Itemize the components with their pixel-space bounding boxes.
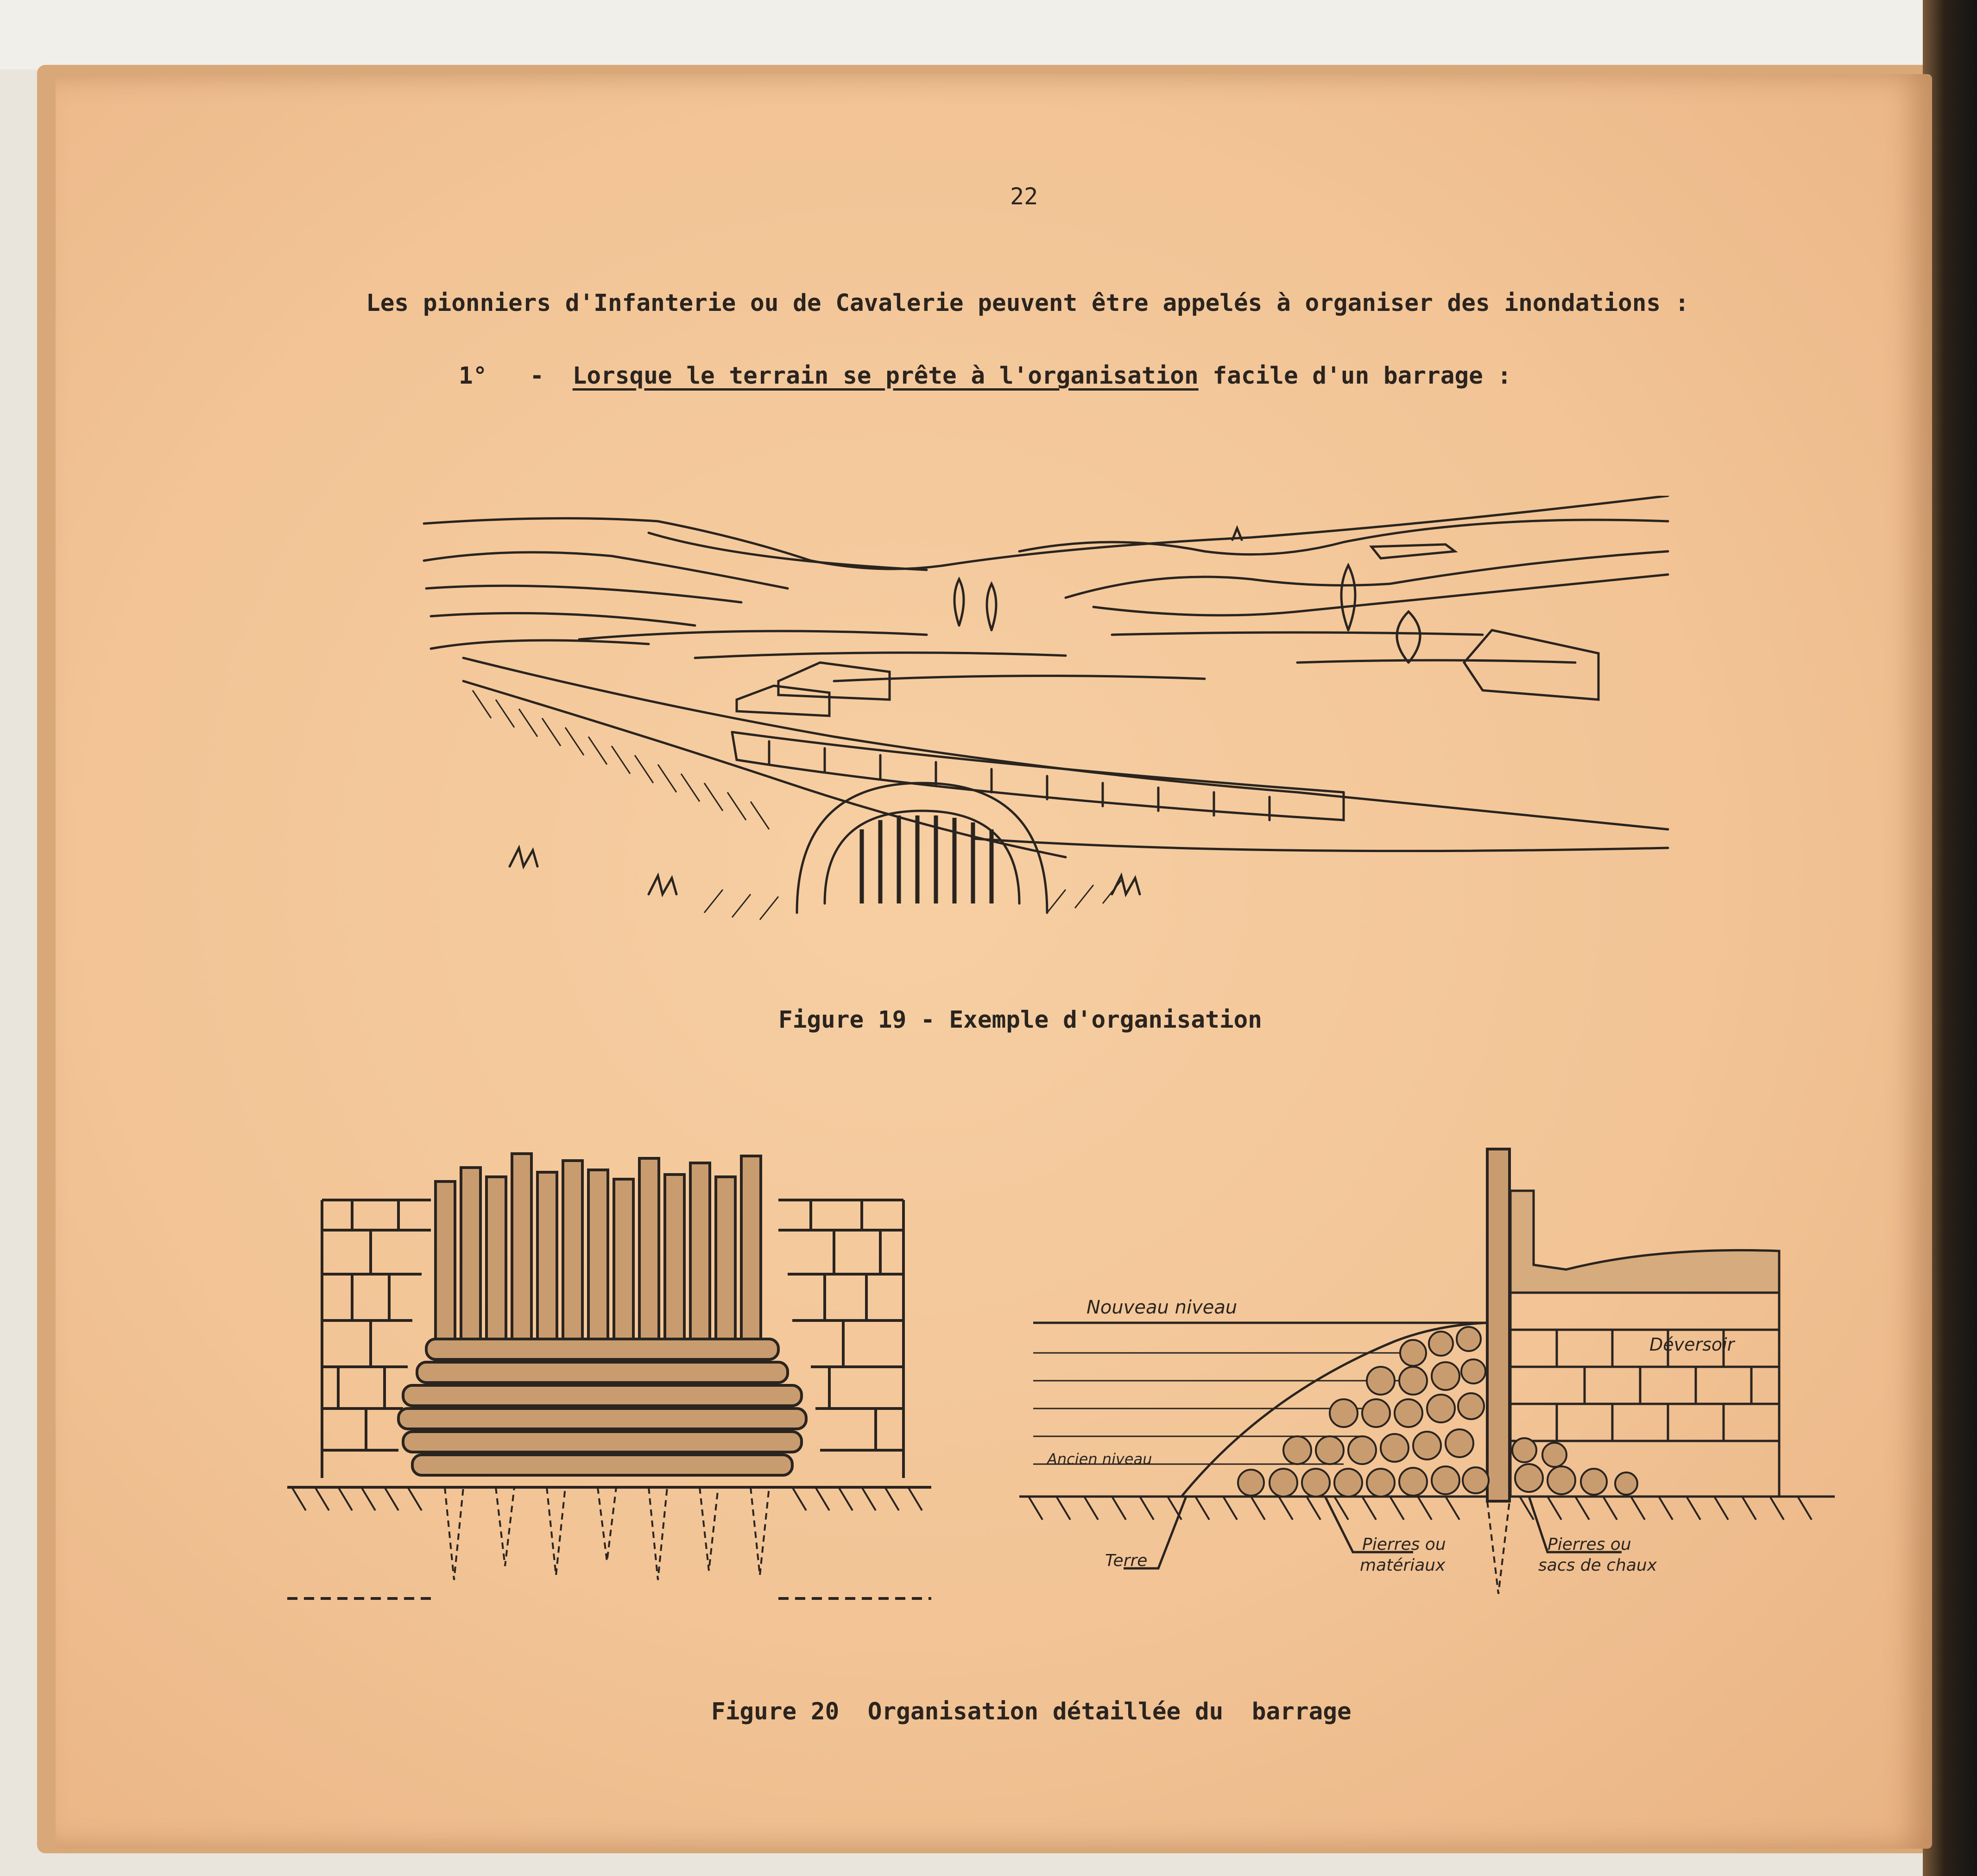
- label-deversoir: Déversoir: [1649, 1334, 1735, 1355]
- label-pierres-materiaux-1: Pierres ou: [1362, 1535, 1446, 1554]
- label-pierres-materiaux-2: matériaux: [1360, 1556, 1446, 1575]
- list-item-marker: 1°: [459, 362, 487, 390]
- label-terre: Terre: [1105, 1551, 1148, 1570]
- figure-20-caption: Figure 20 Organisation détaillée du barrage: [711, 1698, 1352, 1725]
- list-item-underlined-text: Lorsque le terrain se prête à l'organisation: [572, 362, 1199, 390]
- scan-background: [0, 0, 1977, 69]
- list-item-rest-text: facile d'un barrage :: [1213, 362, 1512, 390]
- label-nouveau-niveau: Nouveau niveau: [1086, 1297, 1238, 1318]
- intro-paragraph: Les pionniers d'Infanterie ou de Cavalerie peuvent être appelés à organiser des inondations :: [366, 290, 1689, 317]
- label-pierres-chaux-2: sacs de chaux: [1538, 1556, 1657, 1575]
- figure-20-cross-section: [1010, 1135, 1844, 1608]
- figure-19-illustration: [417, 496, 1696, 950]
- figure-20-pile-barrage: [278, 1135, 950, 1622]
- label-ancien-niveau: Ancien niveau: [1047, 1450, 1152, 1468]
- list-item-dash: -: [530, 362, 544, 390]
- label-pierres-chaux-1: Pierres ou: [1547, 1535, 1631, 1554]
- page-number: 22: [1010, 183, 1038, 210]
- list-item-1: [459, 362, 1511, 390]
- figure-19-caption: Figure 19 - Exemple d'organisation: [778, 1006, 1262, 1034]
